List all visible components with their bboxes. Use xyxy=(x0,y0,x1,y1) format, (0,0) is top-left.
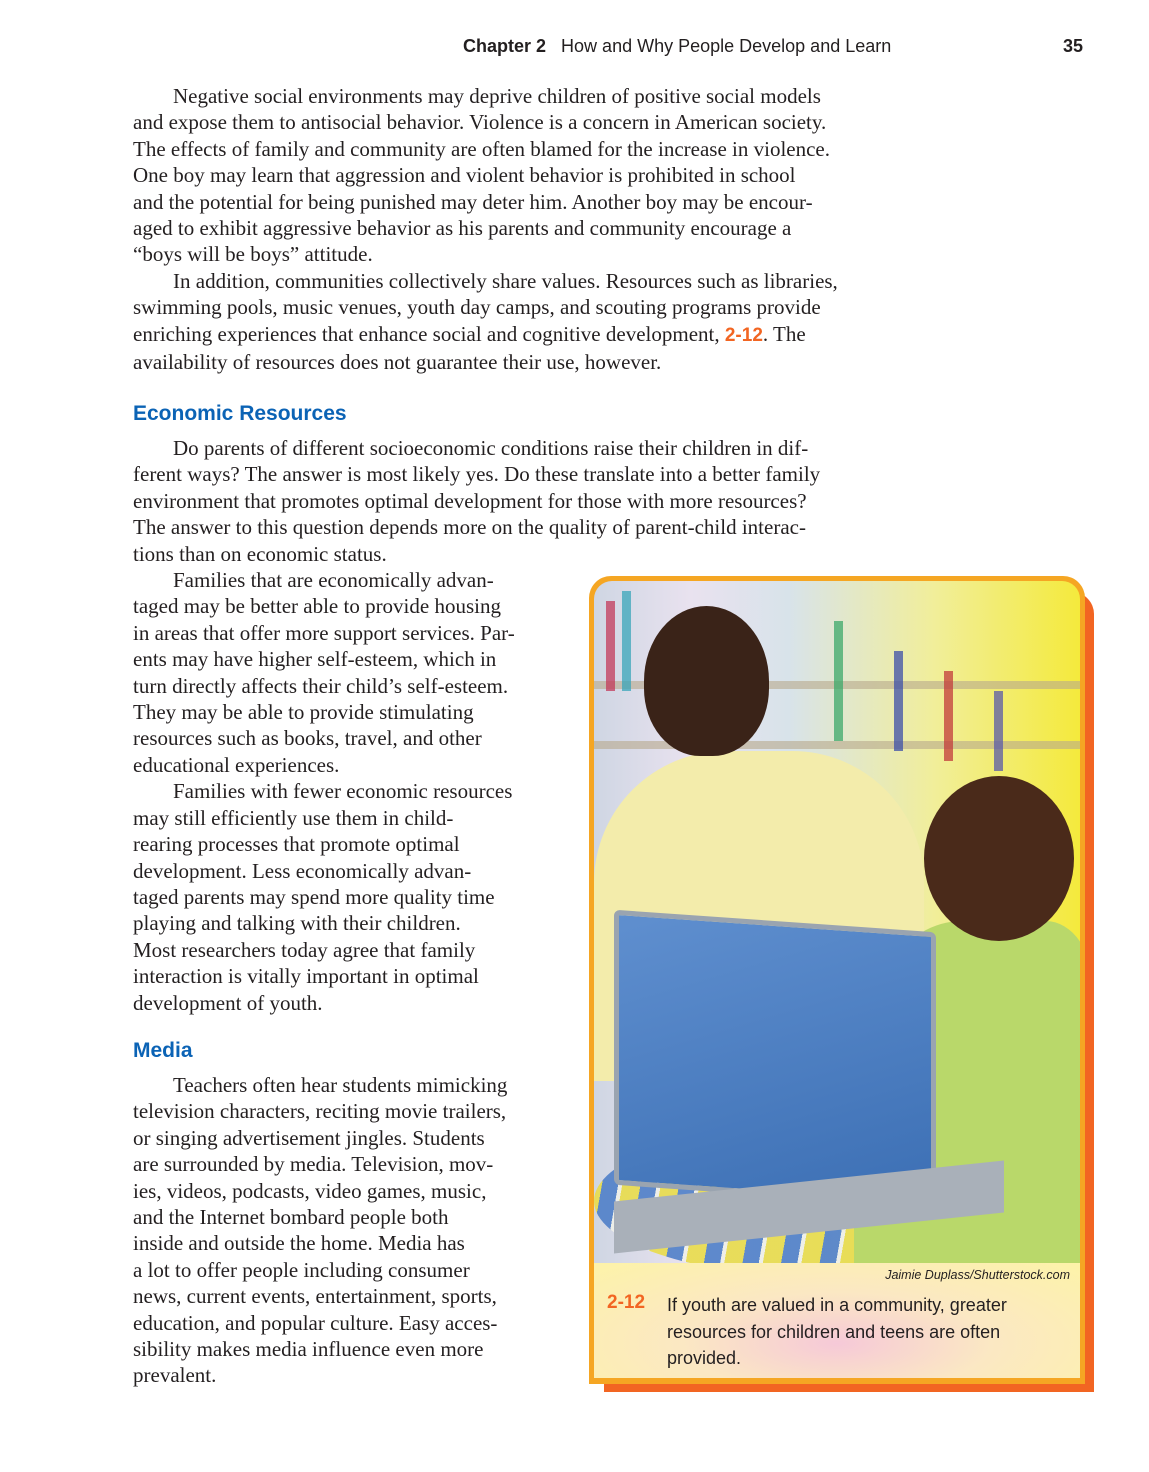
text-line: Teachers often hear students mimicking xyxy=(173,1073,508,1097)
text-line: Do parents of different socioeconomic conditions raise their children in dif- xyxy=(173,436,809,460)
text-line: interaction is vitally important in optimal xyxy=(133,964,479,989)
text-segment: . The xyxy=(762,321,806,346)
text-line: television characters, reciting movie trailers, xyxy=(133,1099,507,1124)
paragraph xyxy=(133,1072,507,1389)
page-number: 35 xyxy=(1063,36,1084,56)
text-line: The effects of family and community are often blamed for the increase in violence. xyxy=(133,136,830,161)
text-line: environment that promotes optimal development for those with more resources? xyxy=(133,488,807,513)
figure-2-12 xyxy=(589,576,1085,1384)
figure-number: 2-12 xyxy=(607,1292,646,1313)
text-line: news, current events, entertainment, sports, xyxy=(133,1284,497,1309)
text-line: educational experiences. xyxy=(133,752,340,777)
intro-section xyxy=(133,83,838,375)
photo-credit: Jaimie Duplass/Shutterstock.com xyxy=(885,1268,1070,1282)
text-line: ies, videos, podcasts, video games, music, xyxy=(133,1178,487,1203)
text-line: prevalent. xyxy=(133,1363,217,1388)
laptop-lid xyxy=(614,910,936,1208)
text-line: playing and talking with their children. xyxy=(133,911,461,936)
heading-media: Media xyxy=(133,1039,193,1062)
chapter-title: How and Why People Develop and Learn xyxy=(561,36,892,56)
paragraph xyxy=(133,435,820,567)
text-line: swimming pools, music venues, youth day camps, and scouting programs provide xyxy=(133,295,821,320)
photo-boys-with-laptop xyxy=(594,581,1080,1263)
paragraph xyxy=(133,268,838,376)
text-line: education, and popular culture. Easy acces- xyxy=(133,1310,498,1335)
text-line: development of youth. xyxy=(133,990,323,1015)
text-line: Families that are economically advan- xyxy=(173,568,494,593)
text-line: sibility makes media influence even more xyxy=(133,1337,484,1362)
text-line: availability of resources does not guarantee their use, however. xyxy=(133,350,662,375)
text-line: and the Internet bombard people both xyxy=(133,1205,449,1230)
text-line: development. Less economically advan- xyxy=(133,858,472,883)
text-line: Negative social environments may deprive children of positive social models xyxy=(173,84,821,108)
paragraph xyxy=(133,83,838,268)
text-line: The answer to this question depends more on the quality of parent-child interac- xyxy=(133,515,806,540)
text-line: tions than on economic status. xyxy=(133,541,387,566)
media-section xyxy=(133,1072,507,1389)
text-line: and expose them to antisocial behavior. Violence is a concern in American society. xyxy=(133,110,827,135)
text-line: rearing processes that promote optimal xyxy=(133,832,460,857)
text-line: “boys will be boys” attitude. xyxy=(133,242,373,267)
text-line: turn directly affects their child’s self-esteem. xyxy=(133,673,509,698)
heading-economic-resources: Economic Resources xyxy=(133,402,347,425)
text-line xyxy=(133,321,838,349)
text-line: may still efficiently use them in child- xyxy=(133,805,454,830)
figure-reference[interactable]: 2-12 xyxy=(724,324,763,346)
text-line: taged may be better able to provide housing xyxy=(133,594,501,619)
text-line: ferent ways? The answer is most likely yes. Do these translate into a better family xyxy=(133,462,821,487)
text-line: One boy may learn that aggression and violent behavior is prohibited in school xyxy=(133,163,796,188)
text-line: In addition, communities collectively share values. Resources such as libraries, xyxy=(173,268,838,293)
chapter-label: Chapter 2 xyxy=(463,36,547,56)
caption-text: If youth are valued in a community, greater resources for children and teens are often provided. xyxy=(667,1295,1007,1368)
figure-caption xyxy=(594,1263,1080,1378)
text-line: are surrounded by media. Television, mov- xyxy=(133,1152,494,1177)
text-line: Most researchers today agree that family xyxy=(133,937,476,962)
text-line: and the potential for being punished may deter him. Another boy may be encour- xyxy=(133,189,813,214)
text-line: They may be able to provide stimulating xyxy=(133,700,474,725)
text-line: in areas that offer more support services. Par- xyxy=(133,620,515,645)
text-line: a lot to offer people including consumer xyxy=(133,1257,470,1282)
text-line: inside and outside the home. Media has xyxy=(133,1231,465,1256)
text-line: Families with fewer economic resources xyxy=(173,779,513,804)
text-line: aged to exhibit aggressive behavior as his parents and community encourage a xyxy=(133,216,792,241)
text-line: or singing advertisement jingles. Students xyxy=(133,1125,485,1150)
text-line: resources such as books, travel, and other xyxy=(133,726,482,751)
text-line: taged parents may spend more quality time xyxy=(133,884,495,909)
running-header xyxy=(463,36,891,57)
text-segment: enriching experiences that enhance social and cognitive development, xyxy=(133,321,725,346)
text-line: ents may have higher self-esteem, which in xyxy=(133,647,497,672)
